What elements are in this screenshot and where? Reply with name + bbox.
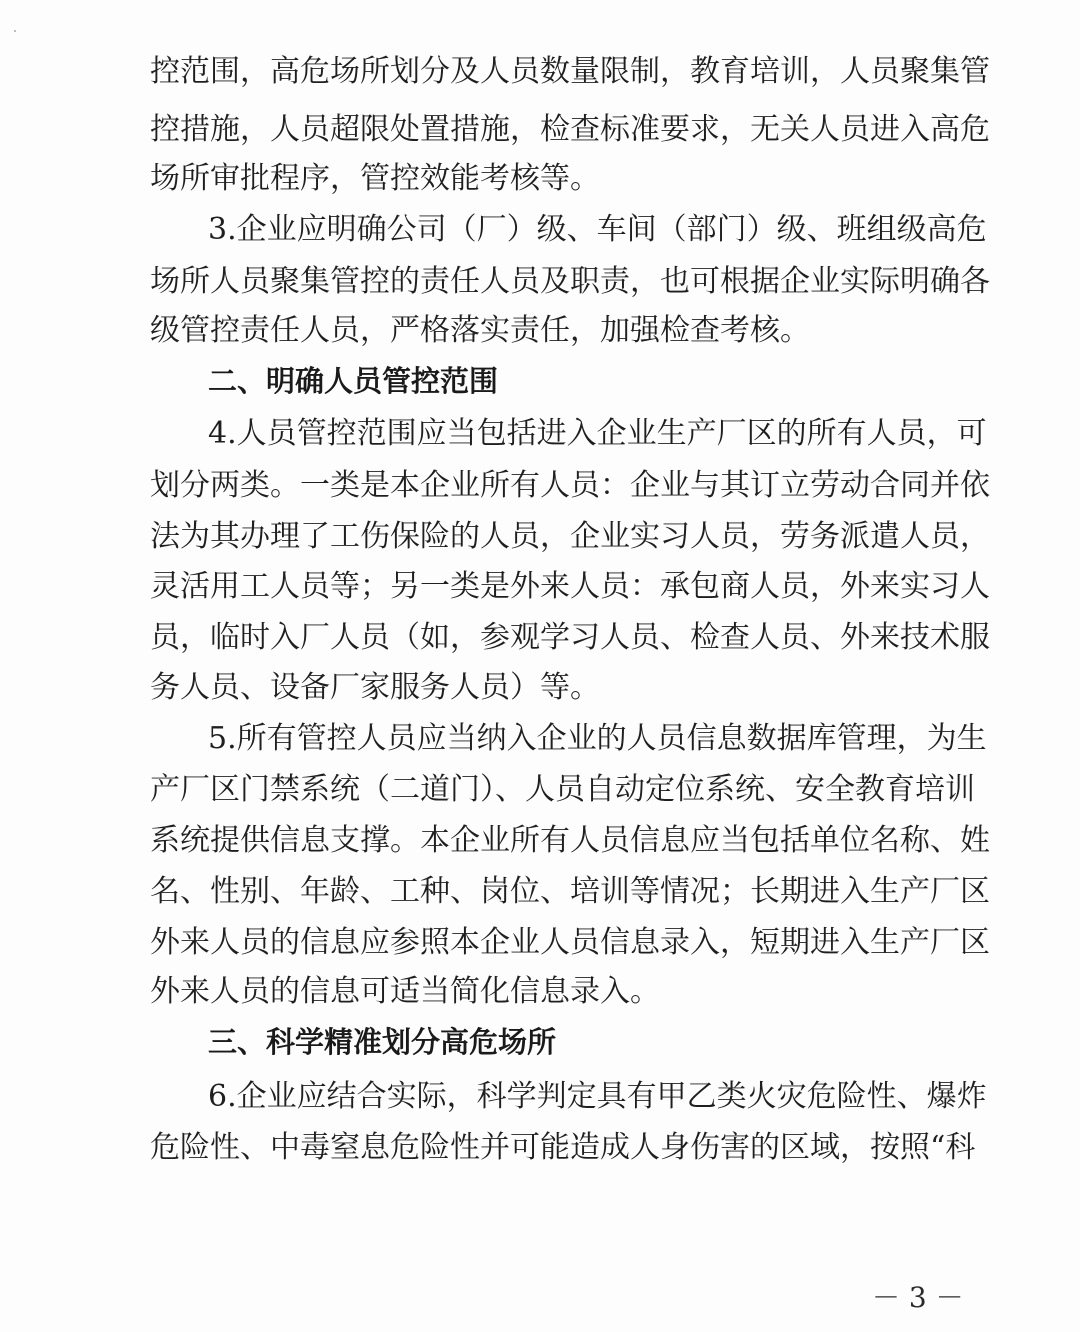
section-heading: 二、明确人员管控范围	[208, 364, 499, 398]
body-text-line: 名、性别、年龄、工种、岗位、培训等情况；长期进入生产厂区	[150, 874, 990, 909]
body-text-line: 控范围，高危场所划分及人员数量限制，教育培训，人员聚集管	[150, 54, 990, 89]
paragraph-first-line: 4.人员管控范围应当包括进入企业生产厂区的所有人员，可	[208, 416, 987, 451]
page-number: － 3 －	[872, 1281, 964, 1314]
body-text-line: 危险性、中毒窒息危险性并可能造成人身伤害的区域，按照“科	[150, 1130, 976, 1165]
scan-speck	[14, 30, 16, 32]
body-text-line: 系统提供信息支撑。本企业所有人员信息应当包括单位名称、姓	[150, 823, 990, 858]
body-text-line: 控措施，人员超限处置措施，检查标准要求，无关人员进入高危	[150, 112, 990, 147]
paragraph-first-line: 3.企业应明确公司（厂）级、车间（部门）级、班组级高危	[208, 212, 987, 247]
body-text-line: 场所审批程序，管控效能考核等。	[150, 161, 600, 196]
body-text-line: 产厂区门禁系统（二道门）、人员自动定位系统、安全教育培训	[150, 772, 975, 807]
body-text-line: 法为其办理了工伤保险的人员，企业实习人员，劳务派遣人员，	[150, 519, 990, 554]
body-text-line: 场所人员聚集管控的责任人员及职责，也可根据企业实际明确各	[150, 264, 990, 299]
body-text-line: 务人员、设备厂家服务人员）等。	[150, 670, 600, 705]
body-text-line: 外来人员的信息可适当简化信息录入。	[150, 974, 660, 1009]
paragraph-first-line: 6.企业应结合实际，科学判定具有甲乙类火灾危险性、爆炸	[208, 1079, 987, 1114]
body-text-line: 灵活用工人员等；另一类是外来人员：承包商人员，外来实习人	[150, 569, 990, 604]
paragraph-first-line: 5.所有管控人员应当纳入企业的人员信息数据库管理，为生	[208, 721, 987, 756]
body-text-line: 级管控责任人员，严格落实责任，加强检查考核。	[150, 313, 810, 348]
body-text-line: 外来人员的信息应参照本企业人员信息录入，短期进入生产厂区	[150, 925, 990, 960]
body-text-line: 划分两类。一类是本企业所有人员：企业与其订立劳动合同并依	[150, 468, 990, 503]
body-text-line: 员，临时入厂人员（如，参观学习人员、检查人员、外来技术服	[150, 620, 990, 655]
section-heading: 三、科学精准划分高危场所	[208, 1025, 557, 1059]
